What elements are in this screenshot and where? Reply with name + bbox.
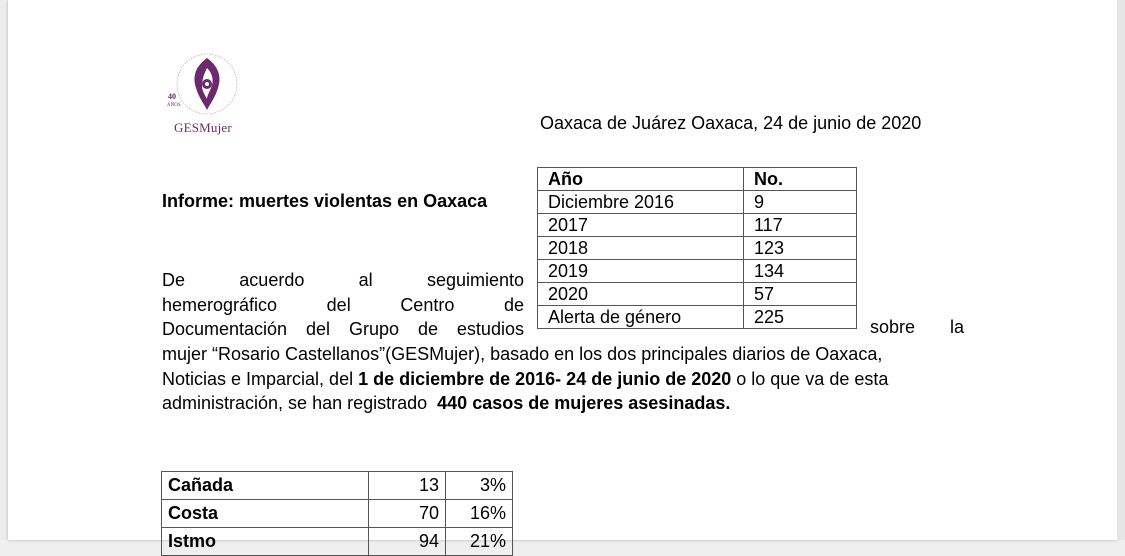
region-count-cell: 70: [369, 500, 446, 528]
region-name-cell: Costa: [162, 500, 369, 528]
word: acuerdo: [239, 270, 305, 290]
table-row: [538, 191, 857, 214]
region-name-cell: Istmo: [162, 528, 369, 556]
viewer-left-edge: [0, 0, 8, 540]
word: Documentación: [162, 319, 288, 339]
word: del: [306, 319, 331, 339]
count-cell: 225: [744, 306, 857, 329]
year-cell: 2018: [538, 237, 744, 260]
paragraph-line-4: mujer “Rosario Castellanos”(GESMujer), basado en los dos principales diarios de Oaxaca,: [162, 344, 883, 364]
year-cell: Alerta de género: [538, 306, 744, 329]
word: de: [417, 319, 438, 339]
column-header-count: No.: [744, 168, 857, 191]
viewer-right-edge: [1117, 0, 1125, 540]
word: al: [358, 270, 373, 290]
year-cell: 2020: [538, 283, 744, 306]
region-percent-cell: 16%: [446, 500, 513, 528]
text-span: Noticias e Imparcial, del: [162, 368, 359, 389]
text-span: administración, se han registrado: [162, 393, 438, 413]
region-name-cell: Cañada: [162, 472, 369, 500]
total-cases-bold: 440 casos de mujeres asesinadas.: [437, 393, 731, 413]
word: sobre: [870, 317, 916, 337]
table-row: [162, 500, 513, 528]
word: hemerográfico: [162, 294, 278, 315]
word: seguimiento: [426, 270, 524, 290]
year-cell: 2017: [538, 214, 744, 237]
word: estudios: [456, 319, 524, 339]
table-row: [538, 283, 857, 306]
word: Grupo: [348, 319, 400, 339]
logo-text: GESMujer: [174, 120, 232, 135]
column-header-year: Año: [538, 168, 744, 191]
table-row: [162, 472, 513, 500]
logo-anos: AÑOS: [167, 103, 181, 108]
years-table: [537, 167, 857, 329]
paragraph-line-5: [162, 367, 964, 392]
count-cell: 117: [744, 214, 857, 237]
year-cell: Diciembre 2016: [538, 191, 744, 214]
word: De: [162, 270, 186, 290]
paragraph-line-3-tail: [870, 317, 964, 338]
region-percent-cell: 3%: [446, 472, 513, 500]
regions-table: [161, 471, 513, 556]
table-header-row: [538, 168, 857, 191]
paragraph-continuation: [162, 342, 964, 416]
report-title: Informe: muertes violentas en Oaxaca: [162, 191, 488, 211]
table-row: [538, 260, 857, 283]
paragraph-line-1: [162, 268, 524, 293]
count-cell: 57: [744, 283, 857, 306]
paragraph-line-3: [162, 317, 524, 342]
table-row: [538, 214, 857, 237]
paragraph-line-6: [162, 391, 964, 416]
table-row: [538, 237, 857, 260]
date-line: Oaxaca de Juárez Oaxaca, 24 de junio de 2020: [540, 113, 922, 133]
year-cell: 2019: [538, 260, 744, 283]
text-span: o lo que va de esta: [731, 368, 889, 389]
count-cell: 9: [744, 191, 857, 214]
count-cell: 134: [744, 260, 857, 283]
paragraph-column: [162, 268, 524, 342]
word: de: [503, 294, 524, 315]
word: del: [326, 294, 351, 315]
word: la: [949, 317, 964, 337]
table-row: [162, 528, 513, 556]
paragraph-line-2: [162, 293, 524, 318]
table-row: [538, 306, 857, 329]
word: Centro: [400, 294, 455, 315]
region-count-cell: 94: [369, 528, 446, 556]
count-cell: 123: [744, 237, 857, 260]
region-count-cell: 13: [369, 472, 446, 500]
logo-years: 40: [168, 92, 176, 101]
region-percent-cell: 21%: [446, 528, 513, 556]
date-range-bold: 1 de diciembre de 2016- 24 de junio de 2020: [358, 368, 732, 389]
